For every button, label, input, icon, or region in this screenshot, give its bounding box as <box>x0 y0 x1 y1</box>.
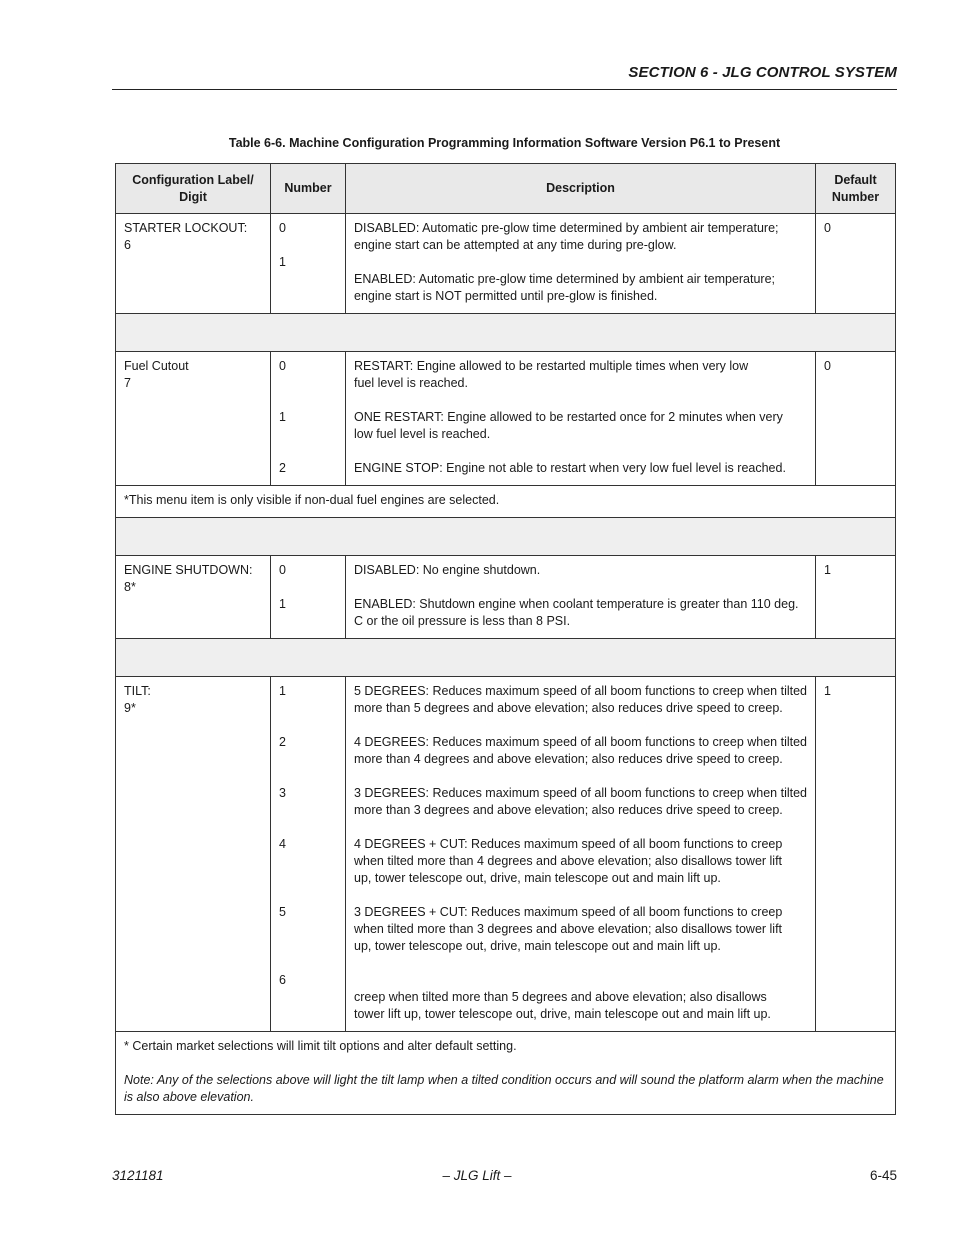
starter-default: 0 <box>824 221 831 235</box>
starter-default-cell <box>816 214 896 314</box>
tilt-desc-4b: when tilted more than 4 degrees and above elevation; also disallows tower lift <box>354 854 783 868</box>
starter-desc-2b: engine start is NOT permitted until pre-glow is finished. <box>354 289 658 303</box>
footer-brand: – JLG Lift – <box>442 1168 512 1183</box>
configuration-table <box>115 163 896 1115</box>
fuel-note: *This menu item is only visible if non-dual fuel engines are selected. <box>116 486 896 518</box>
tilt-desc-6b: tower lift up, tower telescope out, drive, main telescope out and main lift up. <box>354 1007 771 1021</box>
shutdown-desc-2a: ENABLED: Shutdown engine when coolant temperature is greater than 110 deg. <box>354 597 799 611</box>
tilt-desc-6a: creep when tilted more than 5 degrees and above elevation; also disallows <box>354 990 767 1004</box>
tilt-desc-4c: up, tower telescope out, drive, main telescope out and main lift up. <box>354 871 721 885</box>
shutdown-number-1: 0 <box>279 563 286 577</box>
shutdown-description-cell <box>346 556 816 639</box>
section-title: SECTION 6 - JLG CONTROL SYSTEM <box>628 64 897 81</box>
spacer-row <box>116 314 896 352</box>
page-number: 6-45 <box>869 1168 897 1183</box>
fuel-number-1: 0 <box>279 359 286 373</box>
fuel-label-cell <box>116 352 271 486</box>
tilt-desc-1b: more than 5 degrees and above elevation; also reduces drive speed to creep. <box>354 701 783 715</box>
starter-desc-1a: DISABLED: Automatic pre-glow time determined by ambient air temperature; <box>354 221 779 235</box>
column-header-default: Default Number <box>816 164 896 214</box>
tilt-label: TILT: <box>124 684 151 698</box>
tilt-default: 1 <box>824 684 831 698</box>
starter-number-2: 1 <box>279 255 286 269</box>
fuel-default-cell <box>816 352 896 486</box>
fuel-number-2: 1 <box>279 410 286 424</box>
spacer-row <box>116 518 896 556</box>
tilt-desc-5a: 3 DEGREES + CUT: Reduces maximum speed of all boom functions to creep <box>354 905 783 919</box>
starter-description-cell <box>346 214 816 314</box>
table-row-starter-lockout <box>116 214 896 314</box>
tilt-desc-2b: more than 4 degrees and above elevation; also reduces drive speed to creep. <box>354 752 783 766</box>
shutdown-label: ENGINE SHUTDOWN: <box>124 563 253 577</box>
shutdown-default-cell <box>816 556 896 639</box>
fuel-default: 0 <box>824 359 831 373</box>
spacer-row <box>116 639 896 677</box>
tilt-note-row <box>116 1032 896 1115</box>
tilt-description-cell <box>346 677 816 1032</box>
tilt-desc-3b: more than 3 degrees and above elevation; also reduces drive speed to creep. <box>354 803 783 817</box>
tilt-number-3: 3 <box>279 786 286 800</box>
fuel-desc-3: ENGINE STOP: Engine not able to restart when very low fuel level is reached. <box>354 461 786 475</box>
fuel-desc-1a: RESTART: Engine allowed to be restarted multiple times when very low <box>354 359 749 373</box>
fuel-desc-1b: fuel level is reached. <box>354 376 468 390</box>
fuel-note-row <box>116 486 896 518</box>
document-number: 3121181 <box>112 1168 164 1183</box>
starter-label: STARTER LOCKOUT: <box>124 221 248 235</box>
tilt-desc-5b: when tilted more than 3 degrees and above elevation; also disallows tower lift <box>354 922 783 936</box>
column-header-number: Number <box>271 164 346 214</box>
column-header-description: Description <box>346 164 816 214</box>
shutdown-desc-2b: C or the oil pressure is less than 8 PSI. <box>354 614 571 628</box>
tilt-note-2: Note: Any of the selections above will light the tilt lamp when a tilted condition occurs and will sound the platform alarm when the machine is also above elevation. <box>124 1073 884 1104</box>
tilt-number-1: 1 <box>279 684 286 698</box>
fuel-desc-2a: ONE RESTART: Engine allowed to be restarted once for 2 minutes when very <box>354 410 783 424</box>
tilt-number-6: 6 <box>279 973 286 987</box>
tilt-note-cell <box>116 1032 896 1115</box>
shutdown-default: 1 <box>824 563 831 577</box>
tilt-number-cell <box>271 677 346 1032</box>
shutdown-number-cell <box>271 556 346 639</box>
fuel-description-cell <box>346 352 816 486</box>
column-header-label: Configuration Label/ Digit <box>116 164 271 214</box>
tilt-desc-4a: 4 DEGREES + CUT: Reduces maximum speed of all boom functions to creep <box>354 837 783 851</box>
starter-digit: 6 <box>124 238 131 252</box>
header-rule <box>112 89 897 90</box>
tilt-desc-2a: 4 DEGREES: Reduces maximum speed of all boom functions to creep when tilted <box>354 735 807 749</box>
tilt-default-cell <box>816 677 896 1032</box>
starter-desc-2a: ENABLED: Automatic pre-glow time determined by ambient air temperature; <box>354 272 776 286</box>
starter-label-cell <box>116 214 271 314</box>
tilt-desc-1a: 5 DEGREES: Reduces maximum speed of all boom functions to creep when tilted <box>354 684 807 698</box>
table-row-fuel-cutout <box>116 352 896 486</box>
tilt-digit: 9* <box>124 701 136 715</box>
tilt-number-4: 4 <box>279 837 286 851</box>
shutdown-digit: 8* <box>124 580 136 594</box>
starter-desc-1b: engine start can be attempted at any time during pre-glow. <box>354 238 677 252</box>
table-row-tilt <box>116 677 896 1032</box>
shutdown-label-cell <box>116 556 271 639</box>
fuel-number-3: 2 <box>279 461 286 475</box>
fuel-digit: 7 <box>124 376 131 390</box>
table-header-row <box>116 164 896 214</box>
tilt-note-1: * Certain market selections will limit tilt options and alter default setting. <box>124 1039 517 1053</box>
shutdown-desc-1: DISABLED: No engine shutdown. <box>354 563 541 577</box>
fuel-number-cell <box>271 352 346 486</box>
starter-number-cell <box>271 214 346 314</box>
table-row-engine-shutdown <box>116 556 896 639</box>
tilt-label-cell <box>116 677 271 1032</box>
tilt-desc-3a: 3 DEGREES: Reduces maximum speed of all boom functions to creep when tilted <box>354 786 807 800</box>
tilt-desc-5c: up, tower telescope out, drive, main telescope out and main lift up. <box>354 939 721 953</box>
table-caption: Table 6-6. Machine Configuration Programming Information Software Version P6.1 to Present <box>228 136 781 150</box>
starter-number-1: 0 <box>279 221 286 235</box>
tilt-number-5: 5 <box>279 905 286 919</box>
shutdown-number-2: 1 <box>279 597 286 611</box>
tilt-number-2: 2 <box>279 735 286 749</box>
fuel-label: Fuel Cutout <box>124 359 189 373</box>
fuel-desc-2b: low fuel level is reached. <box>354 427 491 441</box>
